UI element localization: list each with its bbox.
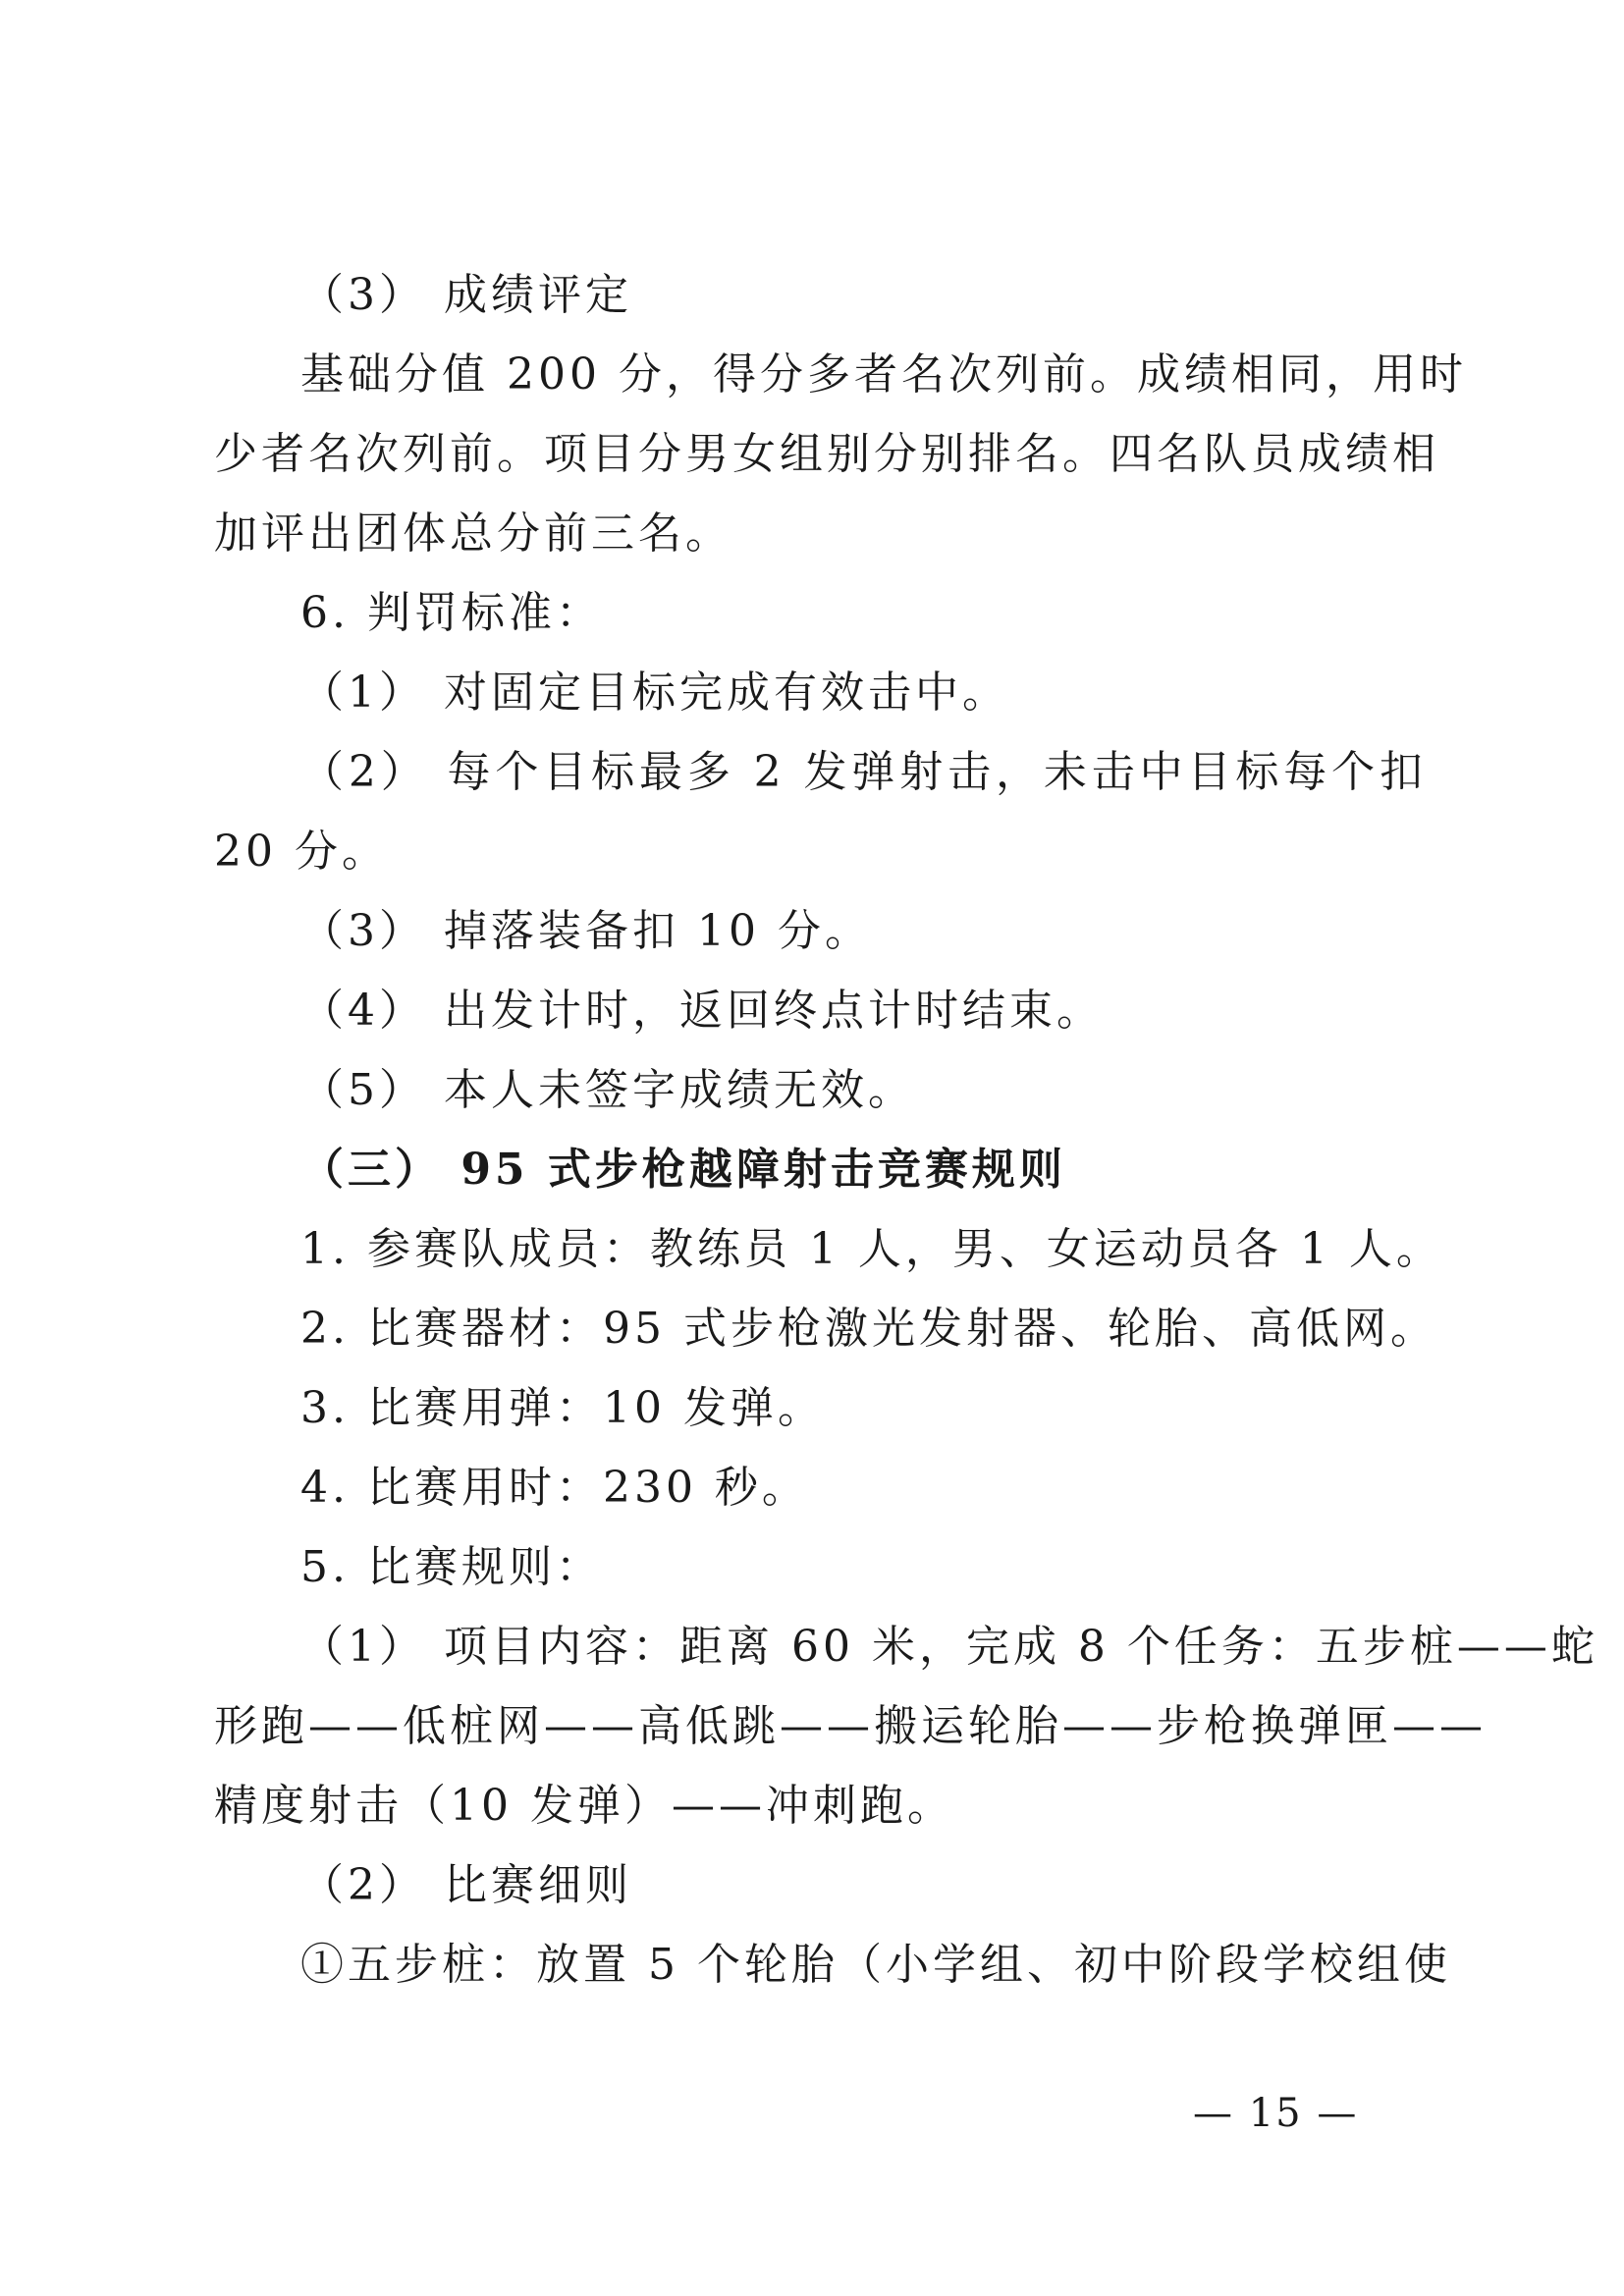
paragraph-line: 少者名次列前。项目分男女组别分别排名。四名队员成绩相 xyxy=(214,429,1439,479)
list-item: ①五步桩：放置 5 个轮胎（小学组、初中阶段学校组使 xyxy=(300,1940,1451,1990)
subheading-penalty-standards: 6. 判罚标准： xyxy=(300,588,603,638)
subheading-competition-rules: 5. 比赛规则： xyxy=(300,1542,603,1592)
document-body xyxy=(214,255,1598,2004)
list-item: 2. 比赛器材：95 式步枪激光发射器、轮胎、高低网。 xyxy=(300,1304,1437,1354)
section-heading: （三） 95 式步枪越障射击竞赛规则 xyxy=(300,1145,1066,1195)
subheading-competition-details: （2） 比赛细则 xyxy=(300,1860,632,1910)
list-item: 3. 比赛用弹：10 发弹。 xyxy=(300,1383,825,1433)
list-item: （4） 出发计时，返回终点计时结束。 xyxy=(300,986,1104,1036)
list-item-continuation: 形跑——低桩网——高低跳——搬运轮胎——步枪换弹匣—— xyxy=(214,1701,1487,1751)
list-item: （1） 对固定目标完成有效击中。 xyxy=(300,667,1009,718)
list-item-continuation: 精度射击（10 发弹）——冲刺跑。 xyxy=(214,1781,954,1831)
list-item-continuation: 20 分。 xyxy=(214,827,389,877)
page-number: — 15 — xyxy=(1193,2091,1359,2136)
list-item: （2） 每个目标最多 2 发弹射击，未击中目标每个扣 xyxy=(300,747,1427,797)
list-item: （1） 项目内容：距离 60 米，完成 8 个任务：五步桩——蛇 xyxy=(300,1622,1598,1672)
paragraph-line: 基础分值 200 分，得分多者名次列前。成绩相同，用时 xyxy=(300,349,1467,400)
subheading-score-evaluation: （3） 成绩评定 xyxy=(300,270,632,320)
list-item: 1. 参赛队成员：教练员 1 人，男、女运动员各 1 人。 xyxy=(300,1224,1443,1274)
list-item: 4. 比赛用时：230 秒。 xyxy=(300,1463,809,1513)
list-item: （3） 掉落装备扣 10 分。 xyxy=(300,906,872,956)
paragraph-line: 加评出团体总分前三名。 xyxy=(214,508,732,559)
list-item: （5） 本人未签字成绩无效。 xyxy=(300,1065,915,1115)
